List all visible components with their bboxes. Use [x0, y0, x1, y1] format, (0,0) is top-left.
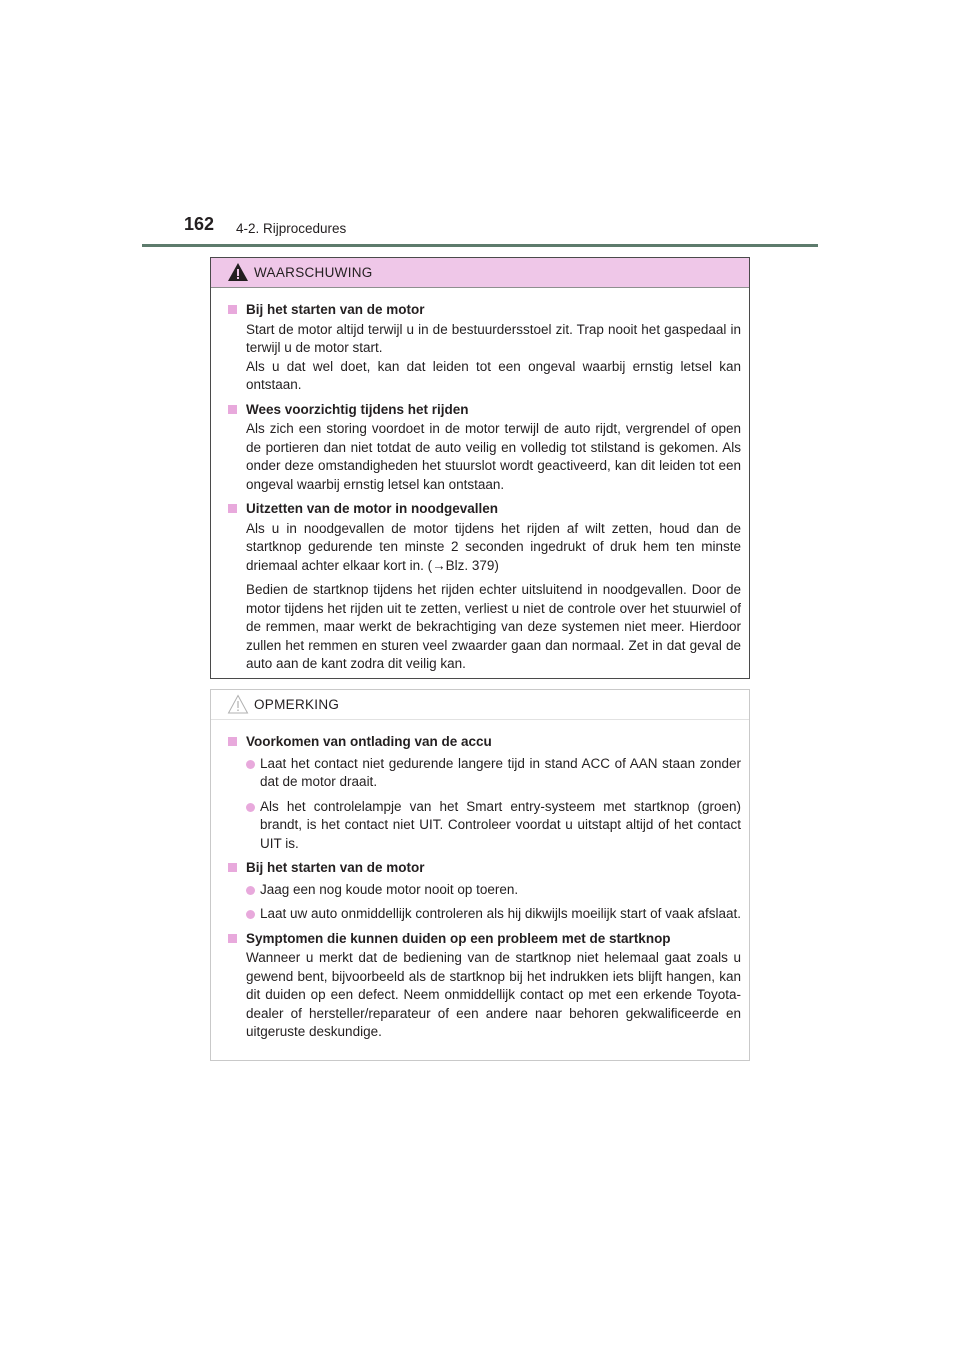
note-content [211, 720, 749, 1042]
warning-item [228, 500, 741, 674]
square-bullet-icon [228, 934, 237, 943]
note-item [228, 733, 741, 853]
warning-box [210, 257, 750, 679]
warning-item-heading: Wees voorzichtig tijdens het rijden [228, 401, 741, 420]
warning-paragraph: Start de motor altijd terwijl u in de bestuurdersstoel zit. Trap nooit het gaspedaal in terwijl u de motor start. Als u dat wel doet, kan dat leiden tot een ongeval waarbij ernstig letsel kan ontstaan. [246, 321, 741, 392]
warning-title: WAARSCHUWING [254, 265, 373, 280]
header-divider [142, 244, 818, 247]
warning-paragraph: Als u in noodgevallen de motor tijdens het rijden af wilt zetten, houd dan de startknop gedurende ten minste 2 seconden ingedrukt of druk hem ten minste driemaal achter elkaar kort in. (→Blz. 379) [246, 520, 741, 573]
round-bullet-icon [246, 760, 255, 769]
note-item-heading: Voorkomen van ontlading van de accu [228, 733, 741, 752]
warning-item [228, 401, 741, 495]
square-bullet-icon [228, 405, 237, 414]
warning-paragraph: Als zich een storing voordoet in de motor terwijl de auto rijdt, vergrendel of open de portieren dan niet totdat de auto veilig en volledig tot stilstand is gekomen. Als onder deze omstandigheden het stuurslot wordt geactiveerd, kan dit leiden tot een ongeval waarbij ernstig letsel kan ontstaan. [246, 421, 741, 492]
note-item-heading: Symptomen die kunnen duiden op een probleem met de startknop [228, 930, 741, 949]
warning-item-heading: Bij het starten van de motor [228, 301, 741, 320]
page-number: 162 [184, 214, 215, 234]
square-bullet-icon [228, 305, 237, 314]
round-bullet-icon [246, 803, 255, 812]
round-bullet-icon [246, 910, 255, 919]
note-box [210, 689, 750, 1061]
note-bullet: Als het controlelampje van het Smart entry-systeem met startknop (groen) brandt, is het contact niet UIT. Controleer voordat u uitstapt altijd of het contact UIT is. [228, 798, 741, 854]
warning-content [211, 288, 749, 674]
note-title: OPMERKING [254, 697, 340, 712]
section-title: 4-2. Rijprocedures [236, 221, 347, 236]
warning-item-heading: Uitzetten van de motor in noodgevallen [228, 500, 741, 519]
note-bullet: Jaag een nog koude motor nooit op toeren. [228, 881, 741, 900]
square-bullet-icon [228, 737, 237, 746]
note-paragraph: Wanneer u merkt dat de bediening van de startknop niet helemaal gaat zoals u gewend bent, bijvoorbeeld als de startknop bij het indrukken iets blijft hangen, kan dit duiden op een defect. Neem onmiddellijk contact op met een erkende Toyota-dealer of hersteller/reparateur of een andere naar behoren gekwalificeerde en uitgeruste deskundige. [246, 950, 741, 1039]
square-bullet-icon [228, 863, 237, 872]
warning-paragraph: Bedien de startknop tijdens het rijden echter uitsluitend in noodgevallen. Door de motor tijdens het rijden uit te zetten, verliest u niet de controle over het stuurwiel of de remmen, maar werkt de bekrachtiging van deze systemen niet meer. Hierdoor zullen het remmen en sturen veel zwaarder gaan dan normaal. Zet in dat geval de auto aan de kant zodra dit veilig kan. [246, 582, 741, 671]
caution-triangle-icon [227, 694, 249, 714]
note-item [228, 859, 741, 924]
note-item [228, 930, 741, 1042]
warning-item [228, 301, 741, 395]
square-bullet-icon [228, 504, 237, 513]
round-bullet-icon [246, 886, 255, 895]
warning-header [211, 258, 749, 288]
note-header [211, 690, 749, 720]
warning-triangle-icon [227, 262, 249, 282]
note-item-heading: Bij het starten van de motor [228, 859, 741, 878]
note-bullet: Laat het contact niet gedurende langere tijd in stand ACC of AAN staan zonder dat de motor draait. [228, 755, 741, 792]
note-bullet: Laat uw auto onmiddellijk controleren als hij dikwijls moeilijk start of vaak afslaat. [228, 905, 741, 924]
